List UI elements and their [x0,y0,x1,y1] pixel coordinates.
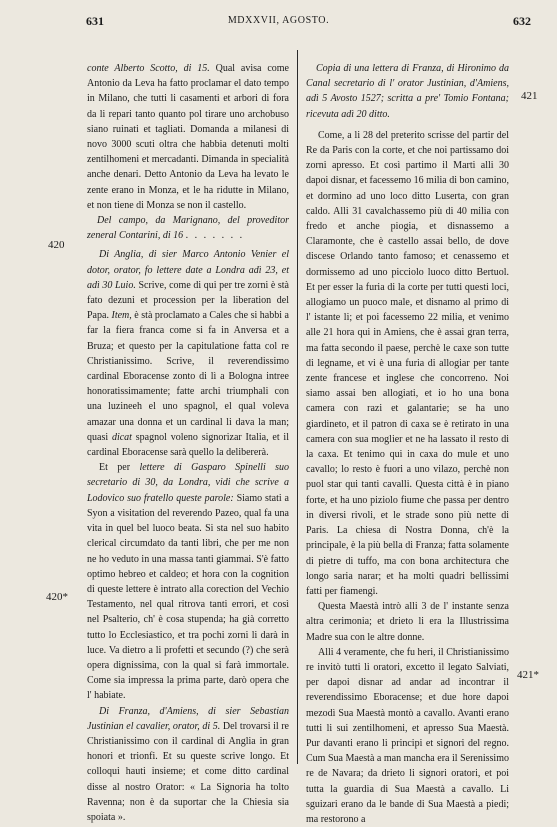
paragraph: Questa Maestà intrò alli 3 de l' instante senza altra cerimonia; et drieto li era la Illustrissima Madre sua con le altre donne. [306,601,509,643]
margin-note-421-star: 421* [517,669,539,681]
paragraph-text: Siamo stati a Syon a visitation del reverendo Pazeo, qual fa una vita in quel bel luoco beata. Si sta nel suo habito clerical circumdato da tanti libri, che per me non ne ho veduto in una massa tanti giammai. S'è fatto optimo hebreo et caldeo; et hora con la cognition di queste lettere è intrato alla corection del Vechio Testamento, nel qual ritrova tanti errori, et così nel Psalterio, ch' è cosa stupenda; ha già corretto tutto lo Ecclesiastico, et tra pochi zorni li darà in luce. Va dietro a li profetti et secundo (?) che serà opera dignissima, con la qual si farà immortale. Come sia impressa la prima parte, darò opera che l' habiate. [87,492,289,702]
paragraph: Come, a li 28 del preterito scrisse del partir del Re da Paris con la corte, et che noi partissamo doi zorni apresso. Et così partimo il Marti alli 30 dapoi disnar, et facessemo 16 milia di bon camino, et dormino ad uno loco ditto Luserta, con gran caldo. Alli 31 cavalchassemo più di 40 milia con fredo et anche piogia, et disnassemo a Claramonte, che è castello assai bello, de dove discese Orlando tanto famoso; et cenassemo et dormissemo ad uno picciolo luoco ditto Bertuol. Et per esser la furia di la corte per tutti questi loci, allogiamo un puoco male, et disnamo al primo di l' istante li; et poi facessemo 22 milia, et venimo alle 21 hora qui in Amiens, che è assai gran terra, ma fatta secondo il paese, perchè le caxe son tutte di legname, et vi è una furia di allogiar per tante zente francese et inglese che concorreno. Noi siamo assai ben allogiati, et io ho una bona camera con razi et galantarie; se ha uno giardineto, et il patron di caxa se è retirato in una camera con sua moglier et ne ha lassato il resto di la caxa. Et tenimo qui in caxa do mule et uno cavallo; lo resto è fuori a uno vilazo, perchè non puol star qui tanti cavalli. Questa città è in piano forte, et ha uno piziolo fiume che passa per dentro in diversi rivoli, et le strade sono più nette di Paris. La chiesa di Nostra Donna, ch'è la principale, è la più bella di Franza; fatta solamente di pietre di tuffo, ma con bona architectura che longo saria narar; et ha molti quadri bellissimi fatti per fiamengi. [306,129,509,597]
leader-dots: . . . . . . . [185,230,245,242]
page-number-right: 632 [513,14,531,28]
page-number-left: 631 [86,14,104,28]
column-divider [297,50,298,764]
right-column [306,61,509,827]
letter-heading: lettere di Gasparo Spinelli suo secretario di 30, da Londra, vidi che scrive a Lodovico suo fratello queste parole: [87,462,290,504]
paragraph-text: Scrive, come di qui per tre zorni è stà fato dezuni et procession per la liberation del Papa. [87,279,289,322]
running-title: MDXXVII, AGOSTO. [227,15,330,26]
paragraph-text: Del trovarsi il re Christianissimo con il cardinal di Anglia in gran honori et trionfi. Et su queste scrive longo. Et colloqui hauti insieme; et come ditto cardinal disse al nostro Orator: « La Signoria ha tolto Ravenna; non è da suportar che la Chiesia sia spoiata ». [87,720,289,823]
letter-heading: Di Anglia, di sier Marco Antonio Venier el dotor, orator, fo lettere date a Londra adì 23, et adì 30 Luio. [87,249,289,291]
margin-note-420-star: 420* [46,591,68,603]
page-header [0,14,557,34]
paragraph-text: è stà proclamato a Cales che si habbi a far la fiera franca come si fa in Anversa et a Bruza; et questo per la capitulatione fatta col re Christianissimo. Scrive, il reverendissimo cardinal Eboracense zonto di lì a Bologna intree honoratissimamente; fatte archi triumphali con una luzineeh el uno spagnol, el qual voleva amazar una donna et un cardinal li dava la man; quasi [87,310,289,443]
letter-heading: Di Franza, d'Amiens, di sier Sebastian Justinian el cavalier, orator, di 5. [87,705,289,732]
paragraph [87,460,289,703]
section-heading [87,213,289,243]
paragraph: Alli 4 veramente, che fu heri, il Christianissimo re invitò tutti li oratori, excetto il legato Salviati, per dapoi disnar ad andar ad incontrar il reverendissimo Eboracense; et due hore dapoi mezodì Sua Maestà montò a cavallo. Avanti erano tutti li sui zentilhomeni, et apresso Sua Maestà. Pur davanti erano li principi et signori del regno. Cum Sua Maestà a man mancha era il Serenissimo re de Navara; da drieto li signori oratori, et poi tutta la guardia di Sua Maestà a cavallo. Li sguizari erano da le bande di Sua Maestà a piedi; ma restorono a [306,646,509,825]
margin-note-421: 421 [521,90,538,102]
letter-heading: Copia di una lettera di Franza, di Hironimo da Canal secretario di l' orator Justinian, d'Amiens, adì 5 Avosto 1527; scritta a pre' Tomio Fontana; ricevuta adì 20 ditto. [306,63,509,120]
paragraph-text: Qual avisa come Antonio da Leva ha fatto proclamar el dato tempo in Milano, che tutti li casamenti et arbori di fora da li repari tanto quanto pol tirare uno archobuso siano ruinati et tagliati. Domanda a milanesi di novo 3000 scuti oltra che habbia detenuti molti zentilhomeni et mercadanti. Dimanda in specialità anche denari. Detto Antonio da Leva ha levato le zente erano in Monza, et le ha ridutte in Milano, et non tiene di Monza se non il castello. [87,63,289,211]
heading-text: Del campo, da Marignano, del proveditor zeneral Contarini, di 16 [87,215,289,242]
paragraph [87,247,289,460]
paragraph-text: spagnol voleno signorizar Italia, et il cardinal Eboracense sarà quello la delibererà. [87,431,289,459]
paragraph [87,61,289,213]
left-column [87,61,289,825]
item-word: Item, [111,310,132,322]
margin-note-420: 420 [48,239,65,251]
dicat-word: dicat [111,431,132,443]
paragraph [87,704,289,826]
correspondent-name: conte Alberto Scotto, di 15. [87,63,210,74]
paragraph-text: Et per [99,462,140,474]
